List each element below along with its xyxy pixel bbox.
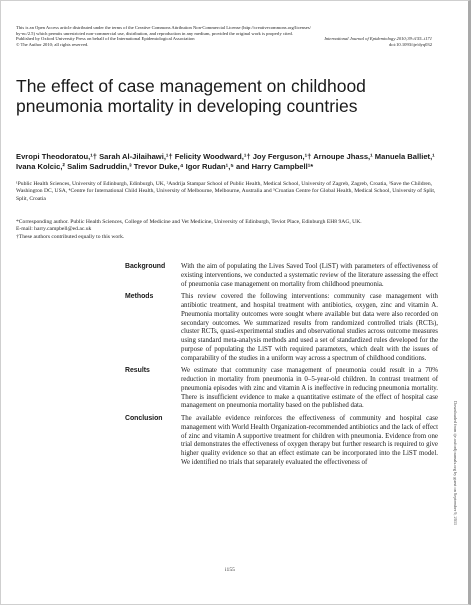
- section-text: With the aim of populating the Lives Saved Tool (LiST) with parameters of effectiveness of existing interventions, we conducted a systematic review of the literature assessing the effect of pneumonia case management on mortality from childhood pneumonia.: [181, 263, 438, 288]
- abstract-methods: [125, 293, 438, 363]
- section-text: This review covered the following interventions: community case management with antibiotic treatment, and hospital treatment with antibiotics, oxygen, zinc and vitamin A. Pneumonia mortality outcomes were sought where available but data were also recorded on secondary outcomes. We summarized results from randomized controlled trials (RCTs), cluster RCTs, quasi-experimental studies and observational studies across outcome measures using standard meta-analysis methods and used a set of standardized rules developed for the purpose of populating the LiST with required parameters, which dealt with the issues of comparability of the studies in a uniform way across a spectrum of childhood conditions.: [181, 293, 438, 362]
- download-sidebar: [452, 401, 460, 581]
- section-heading: Methods: [125, 293, 154, 301]
- abstract-conclusion: [125, 415, 438, 468]
- download-note: Downloaded from ije.oxfordjournals.org by guest on September 9, 2011: [453, 401, 458, 525]
- publisher-note: Published by Oxford University Press on behalf of the International Epidemiological Association: [16, 36, 195, 42]
- abstract-background: [125, 263, 438, 289]
- abstract: [125, 263, 438, 472]
- equal-contribution-note: †These authors contributed equally to this work.: [16, 233, 125, 240]
- correspondence: [16, 219, 436, 241]
- copyright-note: © The Author 2010; all rights reserved.: [16, 41, 89, 47]
- section-text: The available evidence reinforces the effectiveness of community and hospital case management with World Health Organization-recommended antibiotics and the lack of effect of zinc and vitamin A supportive treatment for children with pneumonia. Evidence from one trial demonstrates the effectiveness of oxygen therapy but further research is required to give higher quality evidence so that an effect estimate can be incorporated into the LiST model. We identified no trials that separately evaluated the effectiveness of: [181, 415, 438, 466]
- affiliations: [16, 181, 436, 203]
- copyright-row: [16, 42, 432, 48]
- license-line-2: by-nc/2.5) which permits unrestricted non-commercial use, distribution, and reproduction in any medium, provided the original work is properly cited.: [16, 30, 293, 36]
- corresponding-email: E-mail: harry.campbell@ed.ac.uk: [16, 226, 92, 233]
- section-heading: Background: [125, 263, 166, 270]
- journal-citation: International Journal of Epidemiology 2010;39:i155–i171: [324, 36, 432, 42]
- license-line-1: This is an Open Access article distributed under the terms of the Creative Commons Attribution Non-Commercial License (http://creativecommons.org/licenses/: [16, 25, 311, 30]
- author-list: Evropi Theodoratou,¹† Sarah Al-Jilaihawi,¹† Felicity Woodward,¹† Joy Ferguson,¹† Arnoupe Jhass,¹ Manuela Balliet,¹ Ivana Kolcic,² Salim Sadruddin,³ Trevor Duke,⁴ Igor Rudan¹,⁵ and Harry Campbell¹*: [16, 152, 435, 171]
- article-title: The effect of case management on childhood pneumonia mortality in developing countries: [16, 76, 366, 116]
- section-heading: Results: [125, 367, 150, 375]
- section-heading: Conclusion: [125, 415, 163, 422]
- doi: doi:10.1093/ije/dyq032: [388, 41, 432, 47]
- license-block: [16, 25, 432, 47]
- section-text: We estimate that community case management of pneumonia could result in a 70% reduction in mortality from pneumonia in 0–5-year-old children. In contrast treatment of pneumonia episodes with zinc and vitamin A is ineffective in reducing pneumonia mortality. There is insufficient evidence to make a quantitative estimate of the effect of hospital case management on pneumonia mortality based on the published data.: [181, 367, 438, 410]
- corresponding-author: *Corresponding author. Public Health Sciences, College of Medicine and Vet Medicine, University of Edinburgh, Teviot Place, Edinburgh EH8 9AG, UK.: [16, 219, 362, 225]
- affiliations-text: ¹Public Health Sciences, University of Edinburgh, Edinburgh, UK, ²Andrija Stampar School of Public Health, Medical School, University of Zagreb, Zagreb, Croatia, ³Save the Children, Washington DC, USA, ⁴Centre for International Child Health, University of Melbourne, Melbourne, Australia and ⁵Croatian Centre for Global Health, Medical School, University of Split, Split, Croatia: [16, 181, 436, 202]
- abstract-results: [125, 367, 438, 411]
- page-number: i155: [225, 567, 235, 573]
